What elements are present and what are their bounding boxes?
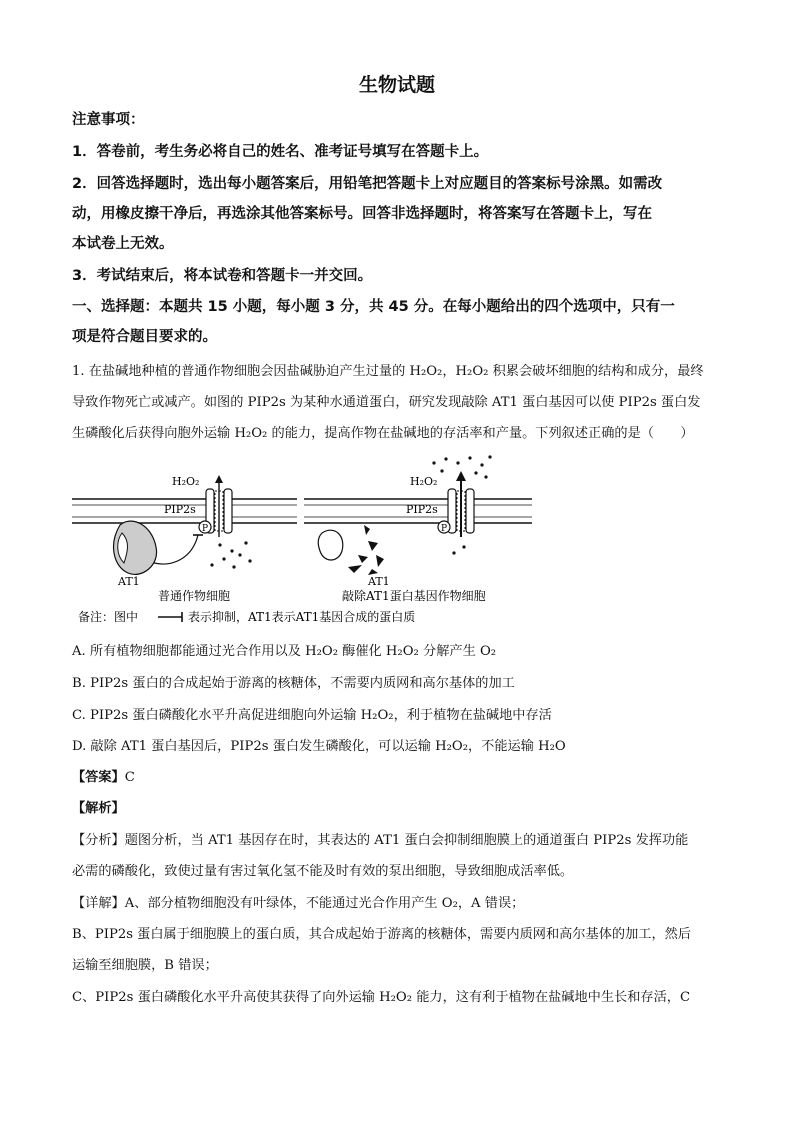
- h2o2-label-left: H₂O₂: [172, 475, 200, 488]
- p-label-right: P: [441, 524, 448, 534]
- question-stem-line-2: 导致作物死亡或减产。如图的 PIP2s 为某种水通道蛋白，研究发现敲除 AT1 蛋白基因可以使 PIP2s 蛋白发: [72, 395, 701, 410]
- xiangjie-a-text: A、部分植物细胞没有叶绿体，不能通过光合作用产生 O₂，A 错误；: [124, 896, 525, 911]
- at1-label-left: AT1: [118, 575, 140, 588]
- answer-row: [72, 766, 722, 785]
- option-a: A. 所有植物细胞都能通过光合作用以及 H₂O₂ 酶催化 H₂O₂ 分解产生 O₂: [72, 644, 497, 659]
- notice-item-2-line-1: 2．回答选择题时，选出每小题答案后，用铅笔把答题卡上对应题目的答案标号涂黑。如需改: [72, 176, 663, 192]
- xiangjie-c-line-1: C、PIP2s 蛋白磷酸化水平升高使其获得了向外运输 H₂O₂ 能力，这有利于植物在盐碱地中生长和存活，C: [72, 990, 691, 1005]
- fenxi-line-1: [72, 829, 722, 848]
- right-channel-protein: [448, 471, 474, 537]
- xiangjie-a: [72, 892, 722, 911]
- option-b: B. PIP2s 蛋白的合成起始于游离的核糖体，不需要内质网和高尔基体的加工: [72, 676, 515, 691]
- section-heading-line-1: 一、选择题：本题共 15 小题，每小题 3 分，共 45 分。在每小题给出的四个选项中，只有一: [72, 299, 675, 315]
- notice-heading: 注意事项：: [72, 112, 145, 128]
- figure-note-suffix: 表示抑制，AT1表示AT1基因合成的蛋白质: [188, 610, 416, 624]
- caption-right: 敲除AT1蛋白基因作物细胞: [342, 589, 486, 603]
- option-c: C. PIP2s 蛋白磷酸化水平升高促进细胞向外运输 H₂O₂，利于植物在盐碱地中存活: [72, 708, 552, 723]
- at1-label-right: AT1: [368, 575, 390, 588]
- left-at1-protein: [114, 521, 157, 574]
- notice-item-2-line-2: 动，用橡皮擦干净后，再选涂其他答案标号。回答非选择题时，将答案写在答题卡上，写在: [72, 206, 652, 222]
- pip2s-label-left: PIP2s: [164, 503, 196, 516]
- pip2s-label-right: PIP2s: [406, 503, 438, 516]
- caption-left: 普通作物细胞: [158, 589, 231, 603]
- p-label-left: P: [202, 524, 209, 534]
- answer-value: C: [124, 770, 135, 785]
- analysis-label-text: 【解析】: [72, 801, 125, 816]
- xiangjie-label: 【详解】: [72, 896, 125, 911]
- fenxi-label: 【分析】: [72, 833, 125, 848]
- question-stem-line-3: 生磷酸化后获得向胞外运输 H₂O₂ 的能力，提高作物在盐碱地的存活率和产量。下列叙述正确的是（ ）: [72, 426, 694, 441]
- question-stem-line-1: 1. 在盐碱地种植的普通作物细胞会因盐碱胁迫产生过量的 H₂O₂，H₂O₂ 积累会破坏细胞的结构和成分，最终: [72, 364, 704, 379]
- notice-item-2-line-3: 本试卷上无效。: [72, 236, 174, 252]
- h2o2-label-right: H₂O₂: [410, 475, 438, 488]
- left-p-circle: [199, 521, 211, 534]
- figure-note-prefix: 备注：图中: [78, 610, 139, 624]
- xiangjie-b-line-1: B、PIP2s 蛋白属于细胞膜上的蛋白质，其合成起始于游离的核糖体，需要内质网和高尔基体的加工，然后: [72, 927, 692, 942]
- right-at1-fragments: [318, 525, 384, 575]
- membrane-diagram: [72, 455, 532, 630]
- analysis-label: [72, 797, 722, 816]
- option-d: D. 敲除 AT1 蛋白基因后，PIP2s 蛋白发生磷酸化，可以运输 H₂O₂，不能运输 H₂O: [72, 739, 566, 754]
- notice-item-3: 3．考试结束后，将本试卷和答题卡一并交回。: [72, 268, 373, 284]
- h2o2-dots-left: [210, 541, 251, 568]
- fenxi-line-2: 必需的磷酸化，致使过量有害过氧化氢不能及时有效的泵出细胞，导致细胞成活率低。: [72, 864, 574, 879]
- section-heading-line-2: 项是符合题目要求的。: [72, 329, 217, 345]
- fenxi-text-1: 题图分析，当 AT1 基因存在时，其表达的 AT1 蛋白会抑制细胞膜上的通道蛋白 PIP2s 发挥功能: [124, 833, 689, 848]
- xiangjie-b-line-2: 运输至细胞膜，B 错误；: [72, 958, 218, 973]
- answer-label: 【答案】: [72, 770, 125, 785]
- inhibition-line-left: [154, 535, 198, 564]
- page-title: 生物试题: [358, 74, 435, 96]
- right-p-circle: [438, 521, 450, 534]
- notice-item-1: 1．答卷前，考生务必将自己的姓名、准考证号填写在答题卡上。: [72, 144, 489, 160]
